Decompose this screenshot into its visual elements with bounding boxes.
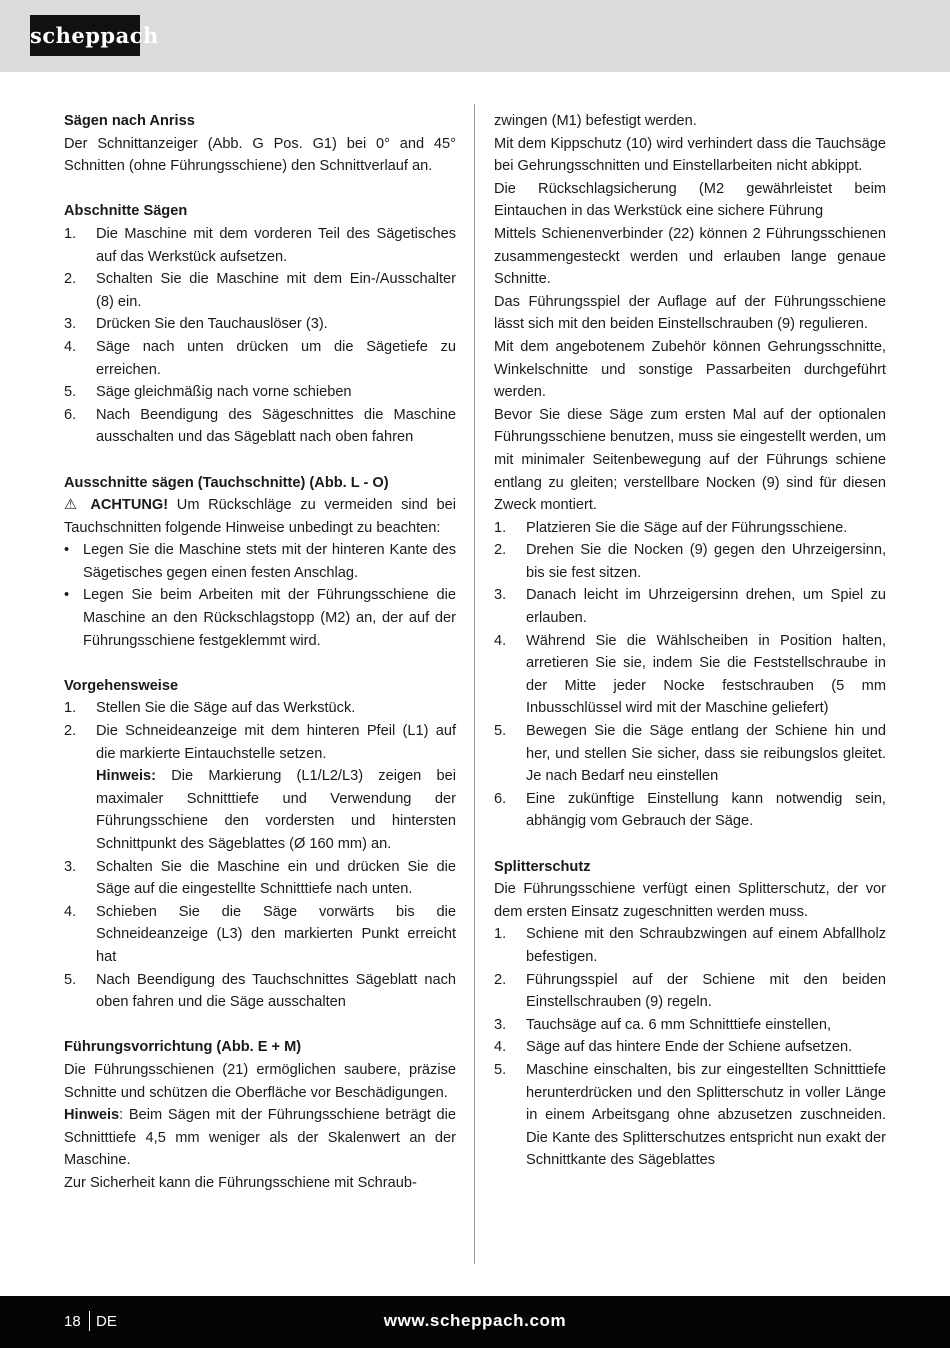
section-title-vorgehensweise: Vorgehensweise [64,677,179,694]
list-item: 2. Führungsspiel auf der Schiene mit den beiden Einstellschrauben (9) regeln. [494,971,886,1011]
paragraph: Die Führungsschiene verfügt einen Splitterschutz, der vor dem ersten Einsatz zugeschnitten werden muss. [494,881,886,920]
list-item: 1. Schiene mit den Schraubzwingen auf einem Abfallholz befestigen. [494,926,886,965]
warning-paragraph: ⚠ ACHTUNG! Um Rückschläge zu vermeiden sind bei Tauchschnitten folgende Hinweise unbedingt zu beachten: [64,497,456,536]
steps-list [64,223,456,449]
bullet-list [64,539,456,652]
list-item: 5. Bewegen Sie die Säge entlang der Schiene hin und her, und stellen Sie sicher, dass sie reibungslos gleitet. Je nach Bedarf neu einstellen [494,723,886,785]
note-label: Hinweis: [96,768,157,785]
warning-icon: ⚠ [64,497,82,514]
list-item: 1. Stellen Sie die Säge auf das Werkstück. [64,700,356,717]
list-item: • Legen Sie beim Arbeiten mit der Führungsschiene die Maschine an den Rückschlagstopp (M2) an, der auf der Führungsschiene festgeklemmt wird. [64,587,456,649]
list-item: 4. Säge nach unten drücken um die Sägetiefe zu erreichen. [64,338,456,378]
list-item: 5. Nach Beendigung des Tauchschnittes Sägeblatt nach oben fahren und die Säge ausschalten [64,971,456,1011]
paragraph: Mit dem Kippschutz (10) wird verhindert dass die Tauchsäge bei Gehrungsschnitten und Einstellarbeiten nicht abkippt. [494,135,886,175]
paragraph: Mit dem angebotenem Zubehör können Gehrungsschnitte, Winkelschnitte und sonstige Passarbeiten durchgeführt werden. [494,338,886,401]
paragraph: Mittels Schienenverbinder (22) können 2 Führungsschienen zusammengesteckt werden und erlauben lange genaue Schnitte. [494,225,886,288]
list-item: 1. Die Maschine mit dem vorderen Teil des Sägetisches auf das Werkstück aufsetzen. [64,225,456,265]
section-title-ausschnitte-saegen: Ausschnitte sägen (Tauchschnitte) (Abb. L - O) [64,474,389,491]
page-number: 18 [64,1313,81,1330]
list-item: 1. Platzieren Sie die Säge auf der Führungsschiene. [494,519,848,536]
column-divider [474,104,475,1264]
list-item: 3. Tauchsäge auf ca. 6 mm Schnitttiefe einstellen, [494,1016,832,1033]
section-title-splitterschutz: Splitterschutz [494,858,591,875]
list-item: 4. Schieben Sie die Säge vorwärts bis die Schneideanzeige (L3) den markierten Punkt erreicht hat [64,903,456,965]
paragraph: Bevor Sie diese Säge zum ersten Mal auf der optionalen Führungsschiene benutzen, muss sie eingestellt werden, um mit minimaler Seitenbewegung auf der Führungs schiene entlang zu gleiten; verstellbare Nocken (9) sind für diesen Zweck montiert. [494,406,886,514]
steps-list [494,923,886,1172]
warning-label: ACHTUNG! [90,497,169,514]
paragraph: Zur Sicherheit kann die Führungsschiene mit Schraub- [64,1174,417,1191]
list-item: • Legen Sie die Maschine stets mit der hinteren Kante des Sägetisches gegen einen festen Anschlag. [64,542,456,581]
paragraph: Die Rückschlagsicherung (M2 gewährleistet beim Eintauchen in das Werkstück eine sichere Führung [494,180,886,220]
steps-list [494,517,886,833]
list-item: 6. Eine zukünftige Einstellung kann notwendig sein, abhängig vom Gebrauch der Säge. [494,790,886,830]
list-item: 4. Säge auf das hintere Ende der Schiene aufsetzen. [494,1039,853,1056]
website-link[interactable]: www.scheppach.com [383,1311,567,1330]
note-paragraph: Hinweis: Beim Sägen mit der Führungsschiene beträgt die Schnitttiefe 4,5 mm weniger als der Skalenwert an der Maschine. [64,1107,456,1169]
list-item: 2. Die Schneideanzeige mit dem hinteren Pfeil (L1) auf die markierte Eintauchstelle setzen. Hinweis: Die Markierung (L1/L2/L3) zeigen bei maximaler Schnitttiefe und Verwendung der Führungsschiene den vordersten und hintersten Schnittpunkt des Sägeblattes (Ø 160 mm) an. [64,723,456,852]
list-item: 3. Drücken Sie den Tauchauslöser (3). [64,316,328,333]
section-title-abschnitte-saegen: Abschnitte Sägen [64,203,188,220]
note-label: Hinweis [64,1107,120,1124]
steps-list [64,697,456,1013]
list-item: 6. Nach Beendigung des Sägeschnittes die Maschine ausschalten und das Sägeblatt nach oben fahren [64,406,456,446]
page-header [0,0,950,72]
paragraph: zwingen (M1) befestigt werden. [494,113,697,129]
left-column [64,110,456,1195]
page-language: DE [96,1313,117,1330]
paragraph: Das Führungsspiel der Auflage auf der Führungsschiene lässt sich mit den beiden Einstellschrauben (9) regulieren. [494,293,886,333]
list-item: 5. Säge gleichmäßig nach vorne schieben [64,384,352,401]
scheppach-logo: scheppach [30,15,140,56]
list-item: 3. Schalten Sie die Maschine ein und drücken Sie die Säge auf die eingestellte Schnitttiefe nach unten. [64,858,456,898]
list-item: 5. Maschine einschalten, bis zur eingestellten Schnitttiefe herunterdrücken und den Splitterschutz in voller Länge in einem Arbeitsgang ohne abzusetzen zuschneiden. Die Kante des Splitterschutzes entspricht nun exakt der Schnittkante des Sägeblattes [494,1061,886,1169]
list-item: 3. Danach leicht im Uhrzeigersinn drehen, um Spiel zu erlauben. [494,587,886,627]
list-item: 2. Schalten Sie die Maschine mit dem Ein-/Ausschalter (8) ein. [64,271,456,310]
page-footer [0,1296,950,1348]
section-title-fuehrungsvorrichtung: Führungsvorrichtung (Abb. E + M) [64,1039,302,1056]
paragraph: Der Schnittanzeiger (Abb. G Pos. G1) bei 0° and 45° Schnitten (ohne Führungsschiene) den Schnittverlauf an. [64,135,456,175]
list-item: 4. Während Sie die Wählscheiben in Position halten, arretieren Sie sie, indem Sie die Feststellschraube in der Mitte jeder Nocke festschrauben (5 mm Inbusschlüssel wird mit der Maschine geliefert) [494,632,886,717]
section-title-saegen-nach-anriss: Sägen nach Anriss [64,113,195,129]
list-item: 2. Drehen Sie die Nocken (9) gegen den Uhrzeigersinn, bis sie fest sitzen. [494,542,886,581]
right-column [494,110,886,1172]
paragraph: Die Führungsschienen (21) ermöglichen saubere, präzise Schnitte und schützen die Oberfläche vor Beschädigungen. [64,1061,456,1101]
